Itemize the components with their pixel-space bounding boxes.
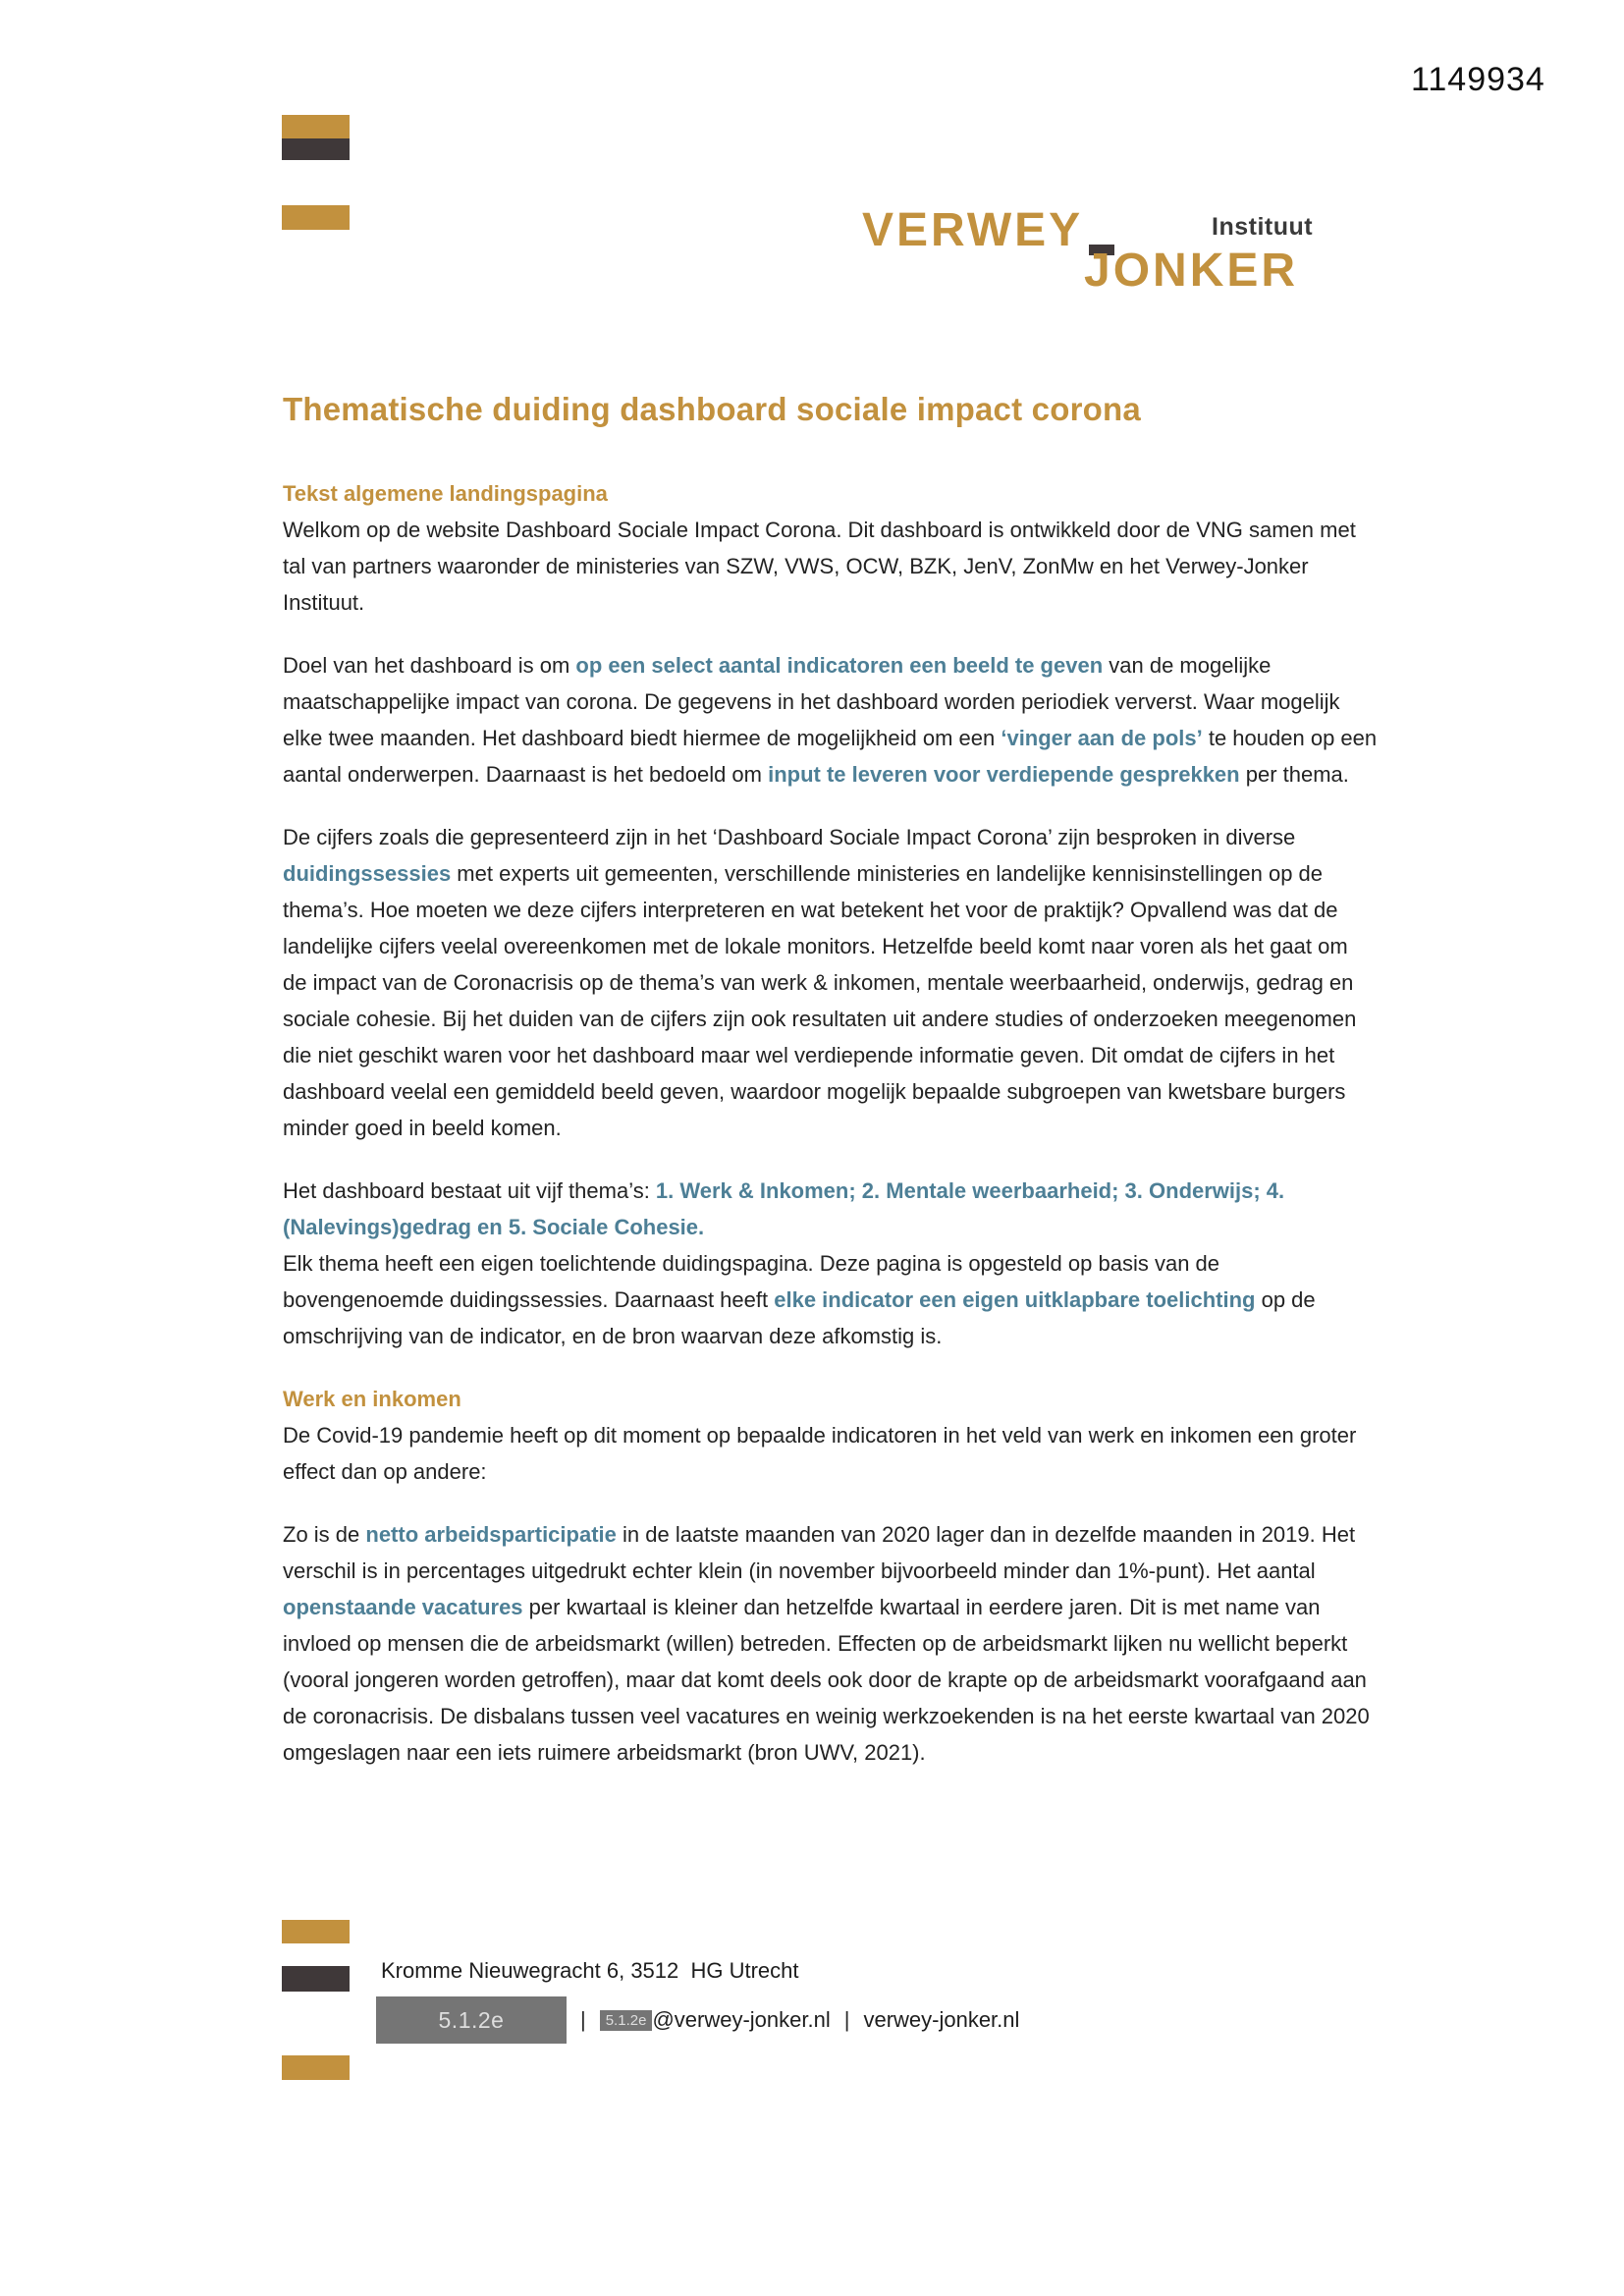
paragraph	[283, 1417, 1378, 1490]
footer-contact-line	[376, 1996, 1019, 2044]
accent-text: input te leveren voor verdiepende gesprekken	[768, 762, 1240, 787]
body-text: te houden op een aantal onderwerpen. Daarnaast is het bedoeld om	[283, 726, 1383, 787]
header-deco-block-gold-bottom	[282, 205, 350, 230]
footer-email-domain: @verwey-jonker.nl	[652, 2007, 831, 2032]
header-deco-block-gold-top	[282, 115, 350, 138]
body-text: De Covid-19 pandemie heeft op dit moment op bepaalde indicatoren in het veld van werk en inkomen een groter effect dan op andere:	[283, 1423, 1363, 1484]
footer-separator-1: |	[580, 2007, 586, 2032]
section-heading	[283, 475, 1378, 512]
body-text: op de omschrijving van de indicator, en de bron waarvan deze afkomstig is.	[283, 1287, 1322, 1348]
section-heading	[283, 1381, 1378, 1417]
body-text: De cijfers zoals die gepresenteerd zijn in het ‘Dashboard Sociale Impact Corona’ zijn besproken in diverse	[283, 825, 1302, 849]
body-text: Zo is de	[283, 1522, 366, 1547]
accent-text: op een select aantal indicatoren een beeld te geven	[575, 653, 1104, 678]
footer-deco-block-gold-bottom	[282, 2055, 350, 2080]
accent-text: ‘vinger aan de pols’	[1001, 726, 1203, 750]
content-blocks	[283, 475, 1383, 1797]
body-text: Het dashboard bestaat uit vijf thema’s:	[283, 1178, 656, 1203]
body-text: Werk en inkomen	[283, 1387, 461, 1411]
body-text: per kwartaal is kleiner dan hetzelfde kwartaal in eerdere jaren. Dit is met name van invloed op mensen die de arbeidsmarkt (willen) betreden. Effecten op de arbeidsmarkt lijken nu wellicht beperkt (vooral jongeren worden getroffen), maar dat komt deels ook door de krapte op de arbeidsmarkt voorafgaand aan de coronacrisis. De disbalans tussen veel vacatures en weinig werkzoekenden is na het eerste kwartaal van 2020 omgeslagen naar een iets ruimere arbeidsmarkt (bron UWV, 2021).	[283, 1595, 1376, 1765]
verwey-jonker-logo	[862, 201, 1353, 309]
footer-deco-block-dark	[282, 1966, 350, 1992]
accent-text: netto arbeidsparticipatie	[365, 1522, 617, 1547]
body-text: per thema.	[1239, 762, 1349, 787]
accent-text: elke indicator een eigen uitklapbare toelichting	[774, 1287, 1256, 1312]
redaction-box-phone: 5.1.2e	[376, 1996, 567, 2044]
footer-website: verwey-jonker.nl	[863, 2007, 1020, 2032]
accent-text: 1. Werk & Inkomen; 2. Mentale weerbaarheid; 3. Onderwijs; 4. (Nalevings)gedrag en 5. Sociale Cohesie.	[283, 1178, 1291, 1239]
page-number: 1149934	[1411, 61, 1545, 98]
footer-address: Kromme Nieuwegracht 6, 3512 HG Utrecht	[381, 1958, 799, 1983]
logo-wordmark-bottom: JONKER	[1084, 245, 1299, 297]
body-text: Welkom op de website Dashboard Sociale Impact Corona. Dit dashboard is ontwikkeld door de VNG samen met tal van partners waaronder de ministeries van SZW, VWS, OCW, BZK, JenV, ZonMw en het Verwey-Jonker Instituut.	[283, 518, 1362, 615]
body-text: in de laatste maanden van 2020 lager dan in dezelfde maanden in 2019. Het verschil is in percentages uitgedrukt echter klein (in november bijvoorbeeld minder dan 1%-punt). Het aantal	[283, 1522, 1362, 1583]
logo-wordmark-top: VERWEY	[862, 204, 1084, 256]
document-title: Thematische duiding dashboard sociale impact corona	[283, 391, 1141, 427]
footer-deco-block-gold-top	[282, 1920, 350, 1943]
paragraph	[283, 1516, 1378, 1771]
paragraph	[283, 819, 1378, 1146]
footer-email	[600, 2007, 831, 2033]
body-text: Doel van het dashboard is om	[283, 653, 576, 678]
accent-text: duidingssessies	[283, 861, 452, 886]
body-text: Tekst algemene landingspagina	[283, 481, 608, 506]
body-text: van de mogelijke maatschappelijke impact van corona. De gegevens in het dashboard worden periodiek ververst. Waar mogelijk elke twee maanden. Het dashboard biedt hiermee de mogelijkheid om een	[283, 653, 1346, 750]
paragraph	[283, 1173, 1378, 1354]
body-text: Elk thema heeft een eigen toelichtende duidingspagina. Deze pagina is opgesteld op basis van de bovengenoemde duidingssessies. Daarnaast heeft	[283, 1251, 1226, 1312]
header-deco-block-dark	[282, 138, 350, 160]
footer-separator-2: |	[843, 2007, 850, 2032]
logo-suffix: Instituut	[1212, 213, 1314, 241]
body-text: met experts uit gemeenten, verschillende ministeries en landelijke kennisinstellingen op de thema’s. Hoe moeten we deze cijfers interpreteren en wat betekent het voor de praktijk? Opvallend was dat de landelijke cijfers veelal overeenkomen met de lokale monitors. Hetzelfde beeld komt naar voren als het gaat om de impact van de Coronacrisis op de thema’s van werk & inkomen, mentale weerbaarheid, onderwijs, gedrag en sociale cohesie. Bij het duiden van de cijfers zijn ook resultaten uit andere studies of onderzoeken meegenomen die niet geschikt waren voor het dashboard maar wel verdiepende informatie geven. Dit omdat de cijfers in het dashboard veelal een gemiddeld beeld geven, waardoor mogelijk bepaalde subgroepen van kwetsbare burgers minder goed in beeld komen.	[283, 861, 1363, 1140]
accent-text: openstaande vacatures	[283, 1595, 523, 1619]
paragraph	[283, 647, 1383, 793]
paragraph	[283, 512, 1378, 621]
redaction-box-email: 5.1.2e	[600, 2010, 653, 2031]
